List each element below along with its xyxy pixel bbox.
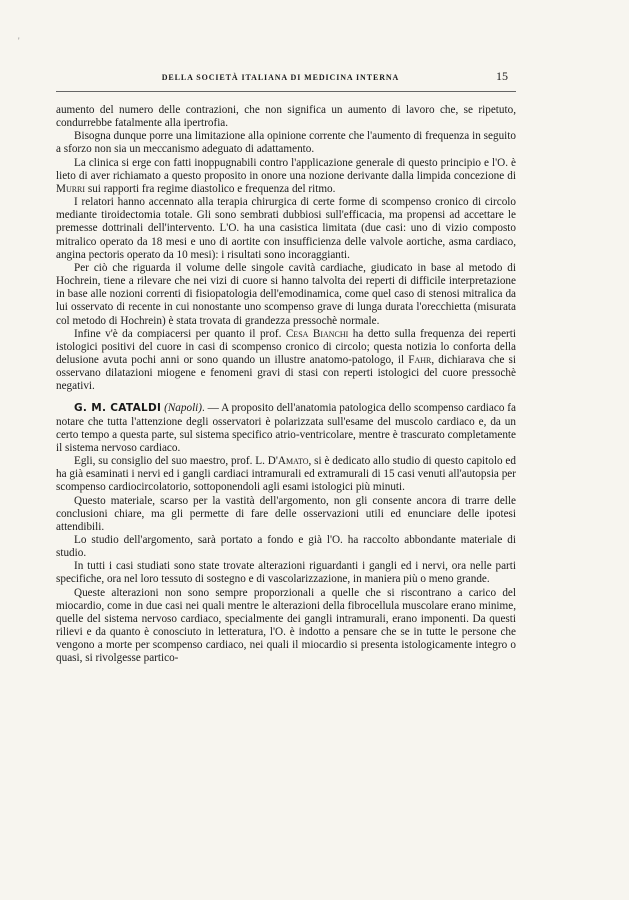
scan-mark: ' — [18, 36, 20, 46]
paragraph-5: Per ciò che riguarda il volume delle singole cavità cardiache, giudicato in base al metodo di Hochrein, tiene a rilevare che nei vizi di cuore si hanno talvolta dei reperti di difficile interpretazione in base alle nozioni correnti di fisiopatologia dell'emodinamica, come quel caso di stenosi mitralica da lui osservato di recente in cui nonostante uno scompenso grave di lunga durata l'orecchietta (misurata col metodo di Hochrein) è stata trovata di grandezza pressochè normale. — [56, 261, 516, 327]
author-name-murri: Murri — [56, 182, 86, 195]
paragraph-1: aumento del numero delle contrazioni, che non significa un aumento di lavoro che, se ripetuto, condurrebbe fatalmente alla ipertrofia. — [56, 104, 516, 130]
paragraph-6-text-c: , dichiarava che si osservano dilatazioni miogene e fenomeni gravi di stasi con reperti istologici del cuore pressochè negativi. — [56, 353, 517, 393]
paragraph-12: Queste alterazioni non sono sempre proporzionali a quelle che si riscontrano a carico del miocardio, come in due casi nei quali mentre le alterazioni della fibrocellula muscolare erano minime, quelle del sistema nervoso cardiaco, specialmente dei gangli intramurali, erano imponenti. Da questi rilievi e da quanto è conosciuto in letteratura, l'O. è indotto a pensare che se in tutte le persone che vengono a morte per scompenso cardiaco, nei quali il miocardio si presenta istologicamente integro o quasi, si rivolgesse partico- — [56, 586, 516, 665]
paragraph-7 — [56, 402, 516, 455]
paragraph-6-text-b: ha detto sulla frequenza dei reperti istologici positivi del cuore in casi di scompenso cronico di circolo; questa notizia lo conforta della delusione avuta pochi anni or sono quando un illustre anatomo-patologo, il — [56, 327, 517, 366]
author-name-fahr: Fahr — [408, 353, 432, 366]
paragraph-7-text: . — A proposito dell'anatomia patologica dello scompenso cardiaco fa notare che tutta l'attenzione degli osservatori è polarizzata sull'esame del muscolo cardiaco e, da un certo tempo a questa parte, sul sistema specifico atrio-ventricolare, mentre è trascurato completamente il sistema nervoso cardiaco. — [56, 402, 516, 454]
page-number: 15 — [496, 69, 508, 83]
running-header: DELLA SOCIETÀ ITALIANA DI MEDICINA INTERNA — [161, 73, 400, 82]
paragraph-3-text-b: sui rapporti fra regime diastolico e frequenza del ritmo. — [85, 182, 336, 195]
paragraph-4: I relatori hanno accennato alla terapia chirurgica di certe forme di scompenso cronico di circolo mediante tiroidectomia totale. Gli sono sembrati dubbiosi sull'efficacia, ma propensi ad accettare le premesse dottrinali dell'intervento. L'O. ha una casistica limitata (due casi: uno di vizio composto mitralico operato da 18 mesi e uno di aortite con insufficienza delle valvole aortiche, asma cardiaco, angina pectoris operato da 10 mesi): i risultati sono incoraggianti. — [56, 196, 516, 261]
header-rule — [56, 91, 516, 92]
article-body — [56, 104, 516, 666]
author-name-cesa-bianchi: Cesa Bianchi — [285, 327, 349, 340]
paragraph-8-text-a: Egli, su consiglio del suo maestro, prof. L. — [74, 455, 268, 468]
paragraph-3-text-a: La clinica si erge con fatti inoppugnabili contro l'applicazione generale di questo principio e l'O. è lieto di aver richiamato a questo proposito in onore una nozione derivante dalla limpida concezione di — [56, 156, 516, 182]
paragraph-10: Lo studio dell'argomento, sarà portato a fondo e già l'O. ha raccolto abbondante materiale di studio. — [56, 534, 516, 560]
paragraph-9: Questo materiale, scarso per la vastità dell'argomento, non gli consente ancora di trarre delle conclusioni chiare, ma gli permette di fare delle osservazioni utili ed enunciare delle ipotesi attendibili. — [56, 494, 516, 533]
author-name-damato: D'Amato — [267, 455, 309, 468]
speaker-name: G. M. CATALDI — [74, 402, 162, 415]
speaker-city: (Napoli) — [164, 402, 203, 415]
paragraph-2: Bisogna dunque porre una limitazione alla opinione corrente che l'aumento di frequenza in seguito a sforzo non sia un meccanismo adeguato di adattamento. — [56, 130, 516, 156]
paragraph-6 — [56, 328, 516, 394]
paragraph-3 — [56, 157, 516, 196]
paragraph-8 — [56, 455, 516, 494]
paragraph-11: In tutti i casi studiati sono state trovate alterazioni riguardanti i gangli ed i nervi, ora nelle parti specifiche, ora nel loro tessuto di sostegno e di vascolarizzazione, in maniera più o meno grande. — [56, 560, 516, 586]
paragraph-6-text-a: Infine v'è da compiacersi per quanto il prof. — [74, 327, 286, 340]
paragraph-8-text-b: , si è dedicato allo studio di questo capitolo ed ha già esaminati i nervi ed i gangli cardiaci intramurali ed extramurali di 15 casi venuti all'autopsia per scompenso cardiocircolatorio, sottoponendoli agli esami istologici più minuti. — [56, 455, 516, 494]
